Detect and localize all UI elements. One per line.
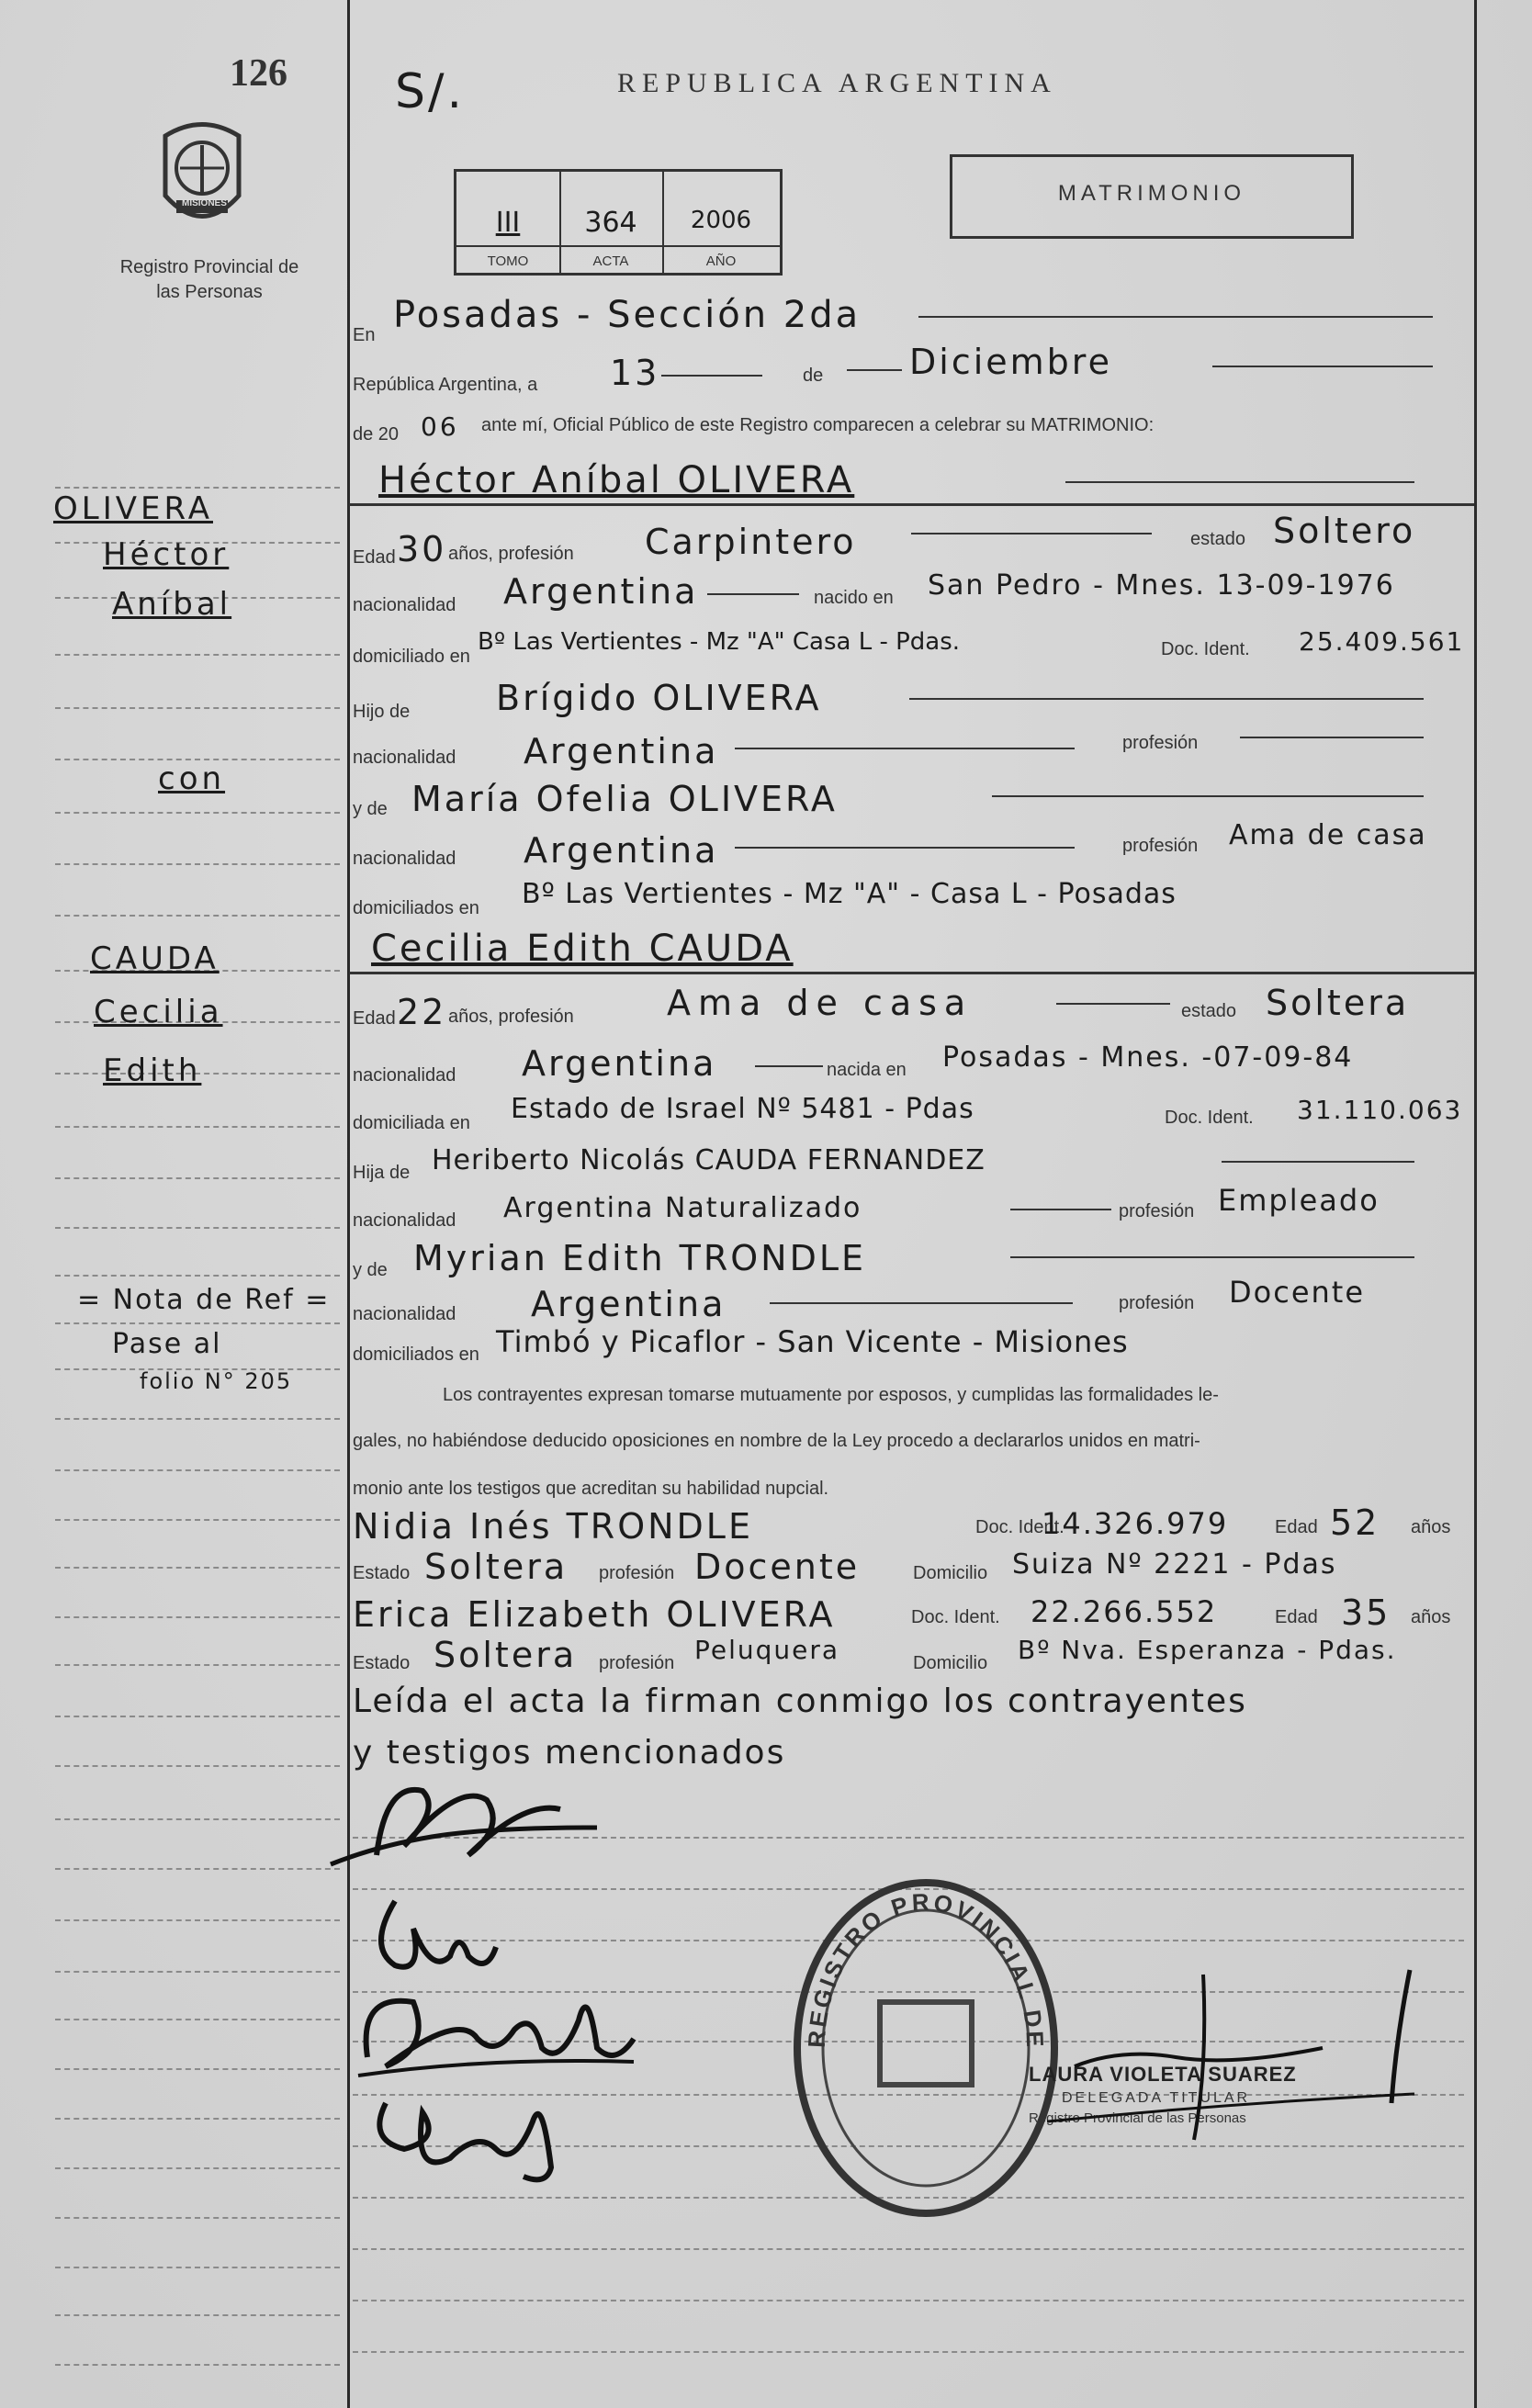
witness1-status: Soltera [424, 1547, 569, 1587]
margin-rule-line [55, 2364, 340, 2366]
bride-full-name: Cecilia Edith CAUDA [371, 928, 794, 970]
margin-rule-line [55, 654, 340, 656]
margin-bride-name1: Cecilia [94, 994, 223, 1030]
groom-mother: María Ofelia OLIVERA [411, 779, 838, 819]
bride-profession: Ama de casa [667, 983, 974, 1023]
declaration-line3: monio ante los testigos que acreditan su habilidad nupcial. [353, 1479, 829, 1499]
bride-domicilio-label: domiciliada en [353, 1113, 470, 1133]
groom-mother-fill [992, 795, 1424, 797]
year-prefix: de 20 [353, 424, 400, 444]
groom-birth: San Pedro - Mnes. 13-09-1976 [928, 569, 1395, 602]
margin-note-line3: folio N° 205 [140, 1368, 293, 1394]
groom-profession: Carpintero [645, 522, 857, 562]
anio-cell [662, 172, 780, 273]
anio-value: 2006 [690, 207, 752, 234]
acta-cell [559, 172, 664, 273]
signature-4 [358, 2085, 597, 2186]
bride-father-nationality: Argentina Naturalizado [503, 1192, 862, 1224]
margin-bride-name2: Edith [103, 1052, 202, 1089]
main-rule-line [353, 2300, 1464, 2301]
officer-signature [1047, 1956, 1433, 2149]
groom-yde-label: y de [353, 799, 388, 819]
groom-father-profesion-label: profesión [1122, 733, 1199, 753]
witness2-name: Erica Elizabeth OLIVERA [353, 1594, 836, 1635]
groom-father: Brígido OLIVERA [496, 678, 822, 718]
witness2-anios-label: años [1411, 1607, 1451, 1627]
groom-nationality: Argentina [503, 571, 699, 612]
witness2-status: Soltera [434, 1635, 578, 1675]
groom-name-fill [1065, 481, 1414, 483]
bride-nationality-fill [755, 1065, 823, 1067]
margin-bride-surname: CAUDA [90, 940, 220, 977]
bride-mother-fill [1010, 1256, 1414, 1258]
tomo-label: TOMO [487, 253, 529, 269]
main-rule-line [353, 2248, 1464, 2250]
margin-rule-line [55, 1616, 340, 1618]
groom-nacido-label: nacido en [814, 588, 894, 608]
groom-header-rule [349, 503, 1474, 506]
month-fill-line-left [847, 369, 902, 371]
groom-mother-profession: Ama de casa [1229, 819, 1427, 851]
bride-mother-nat-fill [770, 1302, 1073, 1304]
witness2-profession: Peluquera [694, 1635, 840, 1665]
declaration-line2: gales, no habiéndose deducido oposiciones en nombre de la Ley procedo a declararlos unidos en matri- [353, 1431, 1200, 1451]
intro-text: ante mí, Oficial Público de este Registro comparecen a celebrar su MATRIMONIO: [481, 415, 1155, 435]
bride-parents-address: Timbó y Picaflor - San Vicente - Misiones [496, 1324, 1129, 1359]
margin-groom-name1: Héctor [103, 536, 230, 573]
bride-mother-profesion-label: profesión [1119, 1293, 1195, 1313]
closing-line1: Leída el acta la firman conmigo los contrayentes [353, 1682, 1247, 1720]
margin-rule-line [55, 707, 340, 709]
margin-rule-line [55, 1177, 340, 1179]
witness2-profesion-label: profesión [599, 1653, 675, 1673]
margin-rule-line [55, 1418, 340, 1420]
groom-address: Bº Las Vertientes - Mz "A" Casa L - Pdas. [478, 628, 961, 656]
margin-rule-line [55, 2068, 340, 2070]
republica-label: República Argentina, a [353, 375, 538, 395]
witness2-address: Bº Nva. Esperanza - Pdas. [1018, 1635, 1397, 1665]
margin-rule-line [55, 812, 340, 814]
margin-rule-line [55, 2019, 340, 2020]
groom-full-name: Héctor Aníbal OLIVERA [378, 459, 855, 501]
margin-note-line1: = Nota de Ref = [77, 1284, 331, 1316]
closing-line2: y testigos mencionados [353, 1734, 786, 1772]
bride-birth: Posadas - Mnes. -07-09-84 [942, 1041, 1354, 1074]
seal-label: MISIONES [182, 198, 227, 208]
country-title: REPUBLICA ARGENTINA [617, 68, 1057, 98]
margin-rule-line [55, 1227, 340, 1229]
groom-mother-profesion-label: profesión [1122, 836, 1199, 856]
tomo-value: III [495, 207, 521, 239]
groom-father-nationality: Argentina [524, 731, 719, 771]
groom-profession-fill [911, 533, 1152, 534]
witness1-domicilio-label: Domicilio [913, 1563, 988, 1583]
margin-con: con [158, 760, 226, 797]
groom-status: Soltero [1273, 511, 1416, 551]
margin-rule-line [55, 1567, 340, 1569]
signature-2 [358, 1874, 524, 1984]
bride-status: Soltera [1266, 983, 1410, 1023]
day-value: 13 [610, 353, 660, 393]
groom-hijo-label: Hijo de [353, 702, 411, 722]
witness1-doc-label: Doc. Ident. [975, 1517, 1065, 1537]
signature-3 [349, 1975, 643, 2085]
bride-father-profesion-label: profesión [1119, 1201, 1195, 1221]
month-fill-line [1212, 366, 1433, 367]
registry-seal-logo [147, 108, 257, 237]
groom-anios-label: años, profesión [448, 544, 574, 564]
groom-doc-label: Doc. Ident. [1161, 639, 1250, 659]
groom-mother-nat-fill [735, 847, 1075, 849]
bride-mother: Myrian Edith TRONDLE [413, 1238, 867, 1278]
margin-rule-line [55, 1126, 340, 1128]
registry-name-text: Registro Provincial de las Personas [119, 257, 299, 302]
margin-rule-line [55, 1322, 340, 1324]
anio-label: AÑO [705, 253, 737, 269]
margin-rule-line [55, 2267, 340, 2268]
tomo-cell [456, 172, 561, 273]
day-fill-line [661, 375, 762, 377]
margin-rule-line [55, 915, 340, 917]
year-suffix: 06 [421, 411, 459, 442]
bride-nacionalidad-label: nacionalidad [353, 1065, 456, 1086]
margin-rule-line [55, 863, 340, 865]
groom-mother-nacionalidad-label: nacionalidad [353, 849, 456, 869]
bride-edad-label: Edad [353, 1008, 396, 1029]
bride-nacida-label: nacida en [827, 1060, 907, 1080]
signature-1 [321, 1772, 615, 1883]
main-rule-line [353, 2351, 1464, 2353]
right-border-line [1474, 0, 1477, 2408]
groom-edad-label: Edad [353, 547, 396, 568]
margin-rule-line [55, 1919, 340, 1921]
witness1-name: Nidia Inés TRONDLE [353, 1506, 753, 1547]
witness2-age: 35 [1341, 1592, 1391, 1633]
witness2-doc-label: Doc. Ident. [911, 1607, 1000, 1627]
place-value: Posadas - Sección 2da [393, 294, 862, 336]
en-label: En [353, 325, 376, 345]
groom-nacionalidad-label: nacionalidad [353, 595, 456, 615]
stamp-seal-text: REGISTRO PROVINCIAL DE [802, 1887, 1050, 2051]
margin-rule-line [55, 2217, 340, 2219]
bride-mother-nacionalidad-label: nacionalidad [353, 1304, 456, 1324]
margin-rule-line [55, 1275, 340, 1277]
groom-father-nacionalidad-label: nacionalidad [353, 748, 456, 768]
margin-rule-line [55, 1868, 340, 1870]
svg-text:REGISTRO PROVINCIAL DE LAS PER [788, 1874, 1049, 2050]
groom-parents-label: domiciliados en [353, 898, 479, 918]
witness1-edad-label: Edad [1275, 1517, 1318, 1537]
bride-age: 22 [397, 992, 447, 1032]
bride-parents-label: domiciliados en [353, 1345, 479, 1365]
witness2-doc: 22.266.552 [1031, 1594, 1218, 1629]
bride-father-profession: Empleado [1218, 1183, 1380, 1218]
margin-rule-line [55, 1971, 340, 1973]
margin-groom-surname: OLIVERA [53, 490, 213, 527]
groom-estado-label: estado [1190, 529, 1246, 549]
witness1-doc: 14.326.979 [1042, 1506, 1229, 1541]
bride-address: Estado de Israel Nº 5481 - Pdas [511, 1093, 974, 1125]
margin-note-line2: Pase al [112, 1328, 222, 1360]
groom-domicilio-label: domiciliado en [353, 647, 470, 667]
corner-mark: S/. [395, 64, 466, 119]
witness1-age: 52 [1330, 1502, 1380, 1543]
margin-rule-line [55, 1765, 340, 1767]
margin-rule-line [55, 1469, 340, 1471]
margin-rule-line [55, 2118, 340, 2120]
bride-nationality: Argentina [522, 1043, 717, 1084]
witness1-profession: Docente [694, 1547, 861, 1587]
officer-name: LAURA VIOLETA SUAREZ [1029, 2063, 1297, 2086]
tomo-acta-box [454, 169, 783, 276]
witness1-anios-label: años [1411, 1517, 1451, 1537]
margin-rule-line [55, 487, 340, 489]
margin-rule-line [55, 2167, 340, 2169]
witness1-address: Suiza Nº 2221 - Pdas [1012, 1548, 1337, 1581]
de-label: de [803, 366, 824, 386]
groom-father-nat-fill [735, 748, 1075, 749]
document-type-box [950, 154, 1354, 239]
place-fill-line [918, 316, 1433, 318]
groom-parents-address: Bº Las Vertientes - Mz "A" - Casa L - Posadas [522, 878, 1177, 910]
witness1-estado-label: Estado [353, 1563, 411, 1583]
bride-mother-nationality: Argentina [531, 1284, 727, 1324]
page-number: 126 [230, 52, 287, 95]
declaration-line1: Los contrayentes expresan tomarse mutuamente por esposos, y cumplidas las formalidades le- [443, 1385, 1219, 1405]
bride-estado-label: estado [1181, 1001, 1237, 1021]
officer-registry: Registro Provincial de las Personas [1029, 2110, 1246, 2126]
bride-profession-fill [1056, 1003, 1170, 1005]
bride-father-fill [1222, 1161, 1414, 1163]
groom-father-prof-fill [1240, 737, 1424, 738]
margin-rule-line [55, 1664, 340, 1666]
groom-doc: 25.409.561 [1299, 626, 1465, 657]
groom-nationality-fill [707, 593, 799, 595]
acta-value: 364 [584, 207, 637, 239]
bride-yde-label: y de [353, 1260, 388, 1280]
witness1-profesion-label: profesión [599, 1563, 675, 1583]
bride-hija-label: Hija de [353, 1163, 411, 1183]
bride-doc-label: Doc. Ident. [1165, 1108, 1254, 1128]
bride-father: Heriberto Nicolás CAUDA FERNANDEZ [432, 1144, 986, 1176]
month-value: Diciembre [909, 342, 1112, 382]
registry-name [108, 255, 310, 305]
margin-rule-line [55, 1519, 340, 1521]
margin-rule-line [55, 1716, 340, 1717]
groom-father-fill [909, 698, 1424, 700]
acta-label: ACTA [592, 253, 629, 269]
witness2-edad-label: Edad [1275, 1607, 1318, 1627]
document-type: MATRIMONIO [1057, 181, 1246, 206]
witness2-domicilio-label: Domicilio [913, 1653, 988, 1673]
bride-anios-label: años, profesión [448, 1007, 574, 1027]
margin-groom-name2: Aníbal [112, 586, 232, 623]
margin-rule-line [55, 1818, 340, 1820]
bride-mother-profession: Docente [1229, 1275, 1366, 1310]
bride-header-rule [349, 972, 1474, 974]
officer-title: DELEGADA TITULAR [1062, 2090, 1251, 2106]
groom-age: 30 [397, 529, 447, 569]
margin-rule-line [55, 2314, 340, 2316]
groom-mother-nationality: Argentina [524, 830, 719, 871]
witness2-estado-label: Estado [353, 1653, 411, 1673]
bride-doc: 31.110.063 [1297, 1095, 1463, 1125]
bride-father-nacionalidad-label: nacionalidad [353, 1210, 456, 1231]
official-round-stamp [788, 1874, 1064, 2222]
bride-father-nat-fill [1010, 1209, 1111, 1210]
